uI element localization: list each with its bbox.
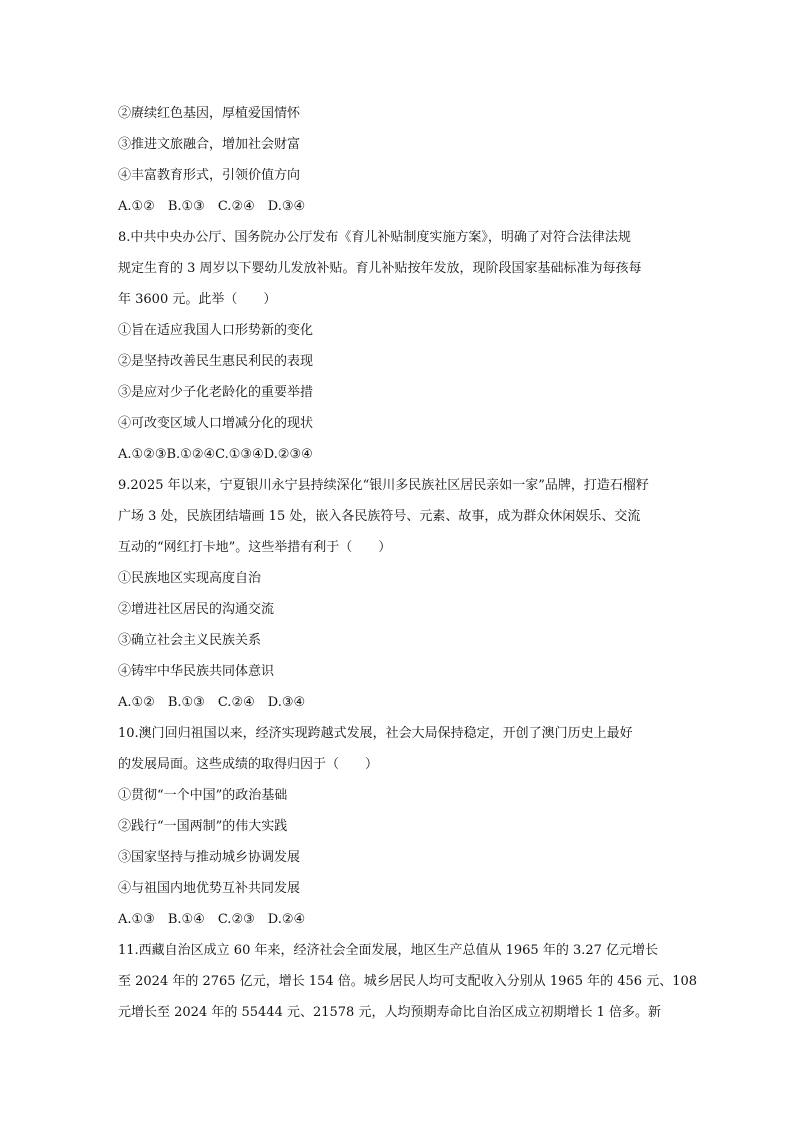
question-stem: 年 3600 元。此举（ ） [118,292,277,307]
answer-choices: A.①② B.①③ C.②④ D.③④ [118,695,306,710]
question-7-continuation [118,98,678,222]
question-11 [118,935,698,1028]
option-item: ①贯彻“一个中国”的政治基础 [118,788,288,803]
question-stem: 互动的“网红打卡地”。这些举措有利于（ ） [118,540,392,555]
question-stem: 9.2025 年以来，宁夏银川永宁县持续深化“银川多民族社区居民亲如一家”品牌，打造石榴籽 [118,478,649,493]
option-item: ③推进文旅融合，增加社会财富 [118,137,301,152]
option-item: ②赓续红色基因，厚植爱国情怀 [118,106,301,121]
option-item: ④与祖国内地优势互补共同发展 [118,881,301,896]
question-stem: 的发展局面。这些成绩的取得归因于（ ） [118,757,379,772]
question-stem: 规定生育的 3 周岁以下婴幼儿发放补贴。育儿补贴按年发放，现阶段国家基础标准为每孩每 [118,261,642,276]
option-item: ②是坚持改善民生惠民利民的表现 [118,354,314,369]
option-item: ③国家坚持与推动城乡协调发展 [118,850,301,865]
option-item: ③确立社会主义民族关系 [118,633,262,648]
option-item: ④铸牢中华民族共同体意识 [118,664,275,679]
answer-choices: A.①③ B.①④ C.②③ D.②④ [118,912,306,927]
question-stem: 10.澳门回归祖国以来，经济实现跨越式发展，社会大局保持稳定，开创了澳门历史上最好 [118,726,633,741]
question-stem: 至 2024 年的 2765 亿元，增长 154 倍。城乡居民人均可支配收入分别从 1965 年的 456 元、108 [118,974,698,989]
option-item: ③是应对少子化老龄化的重要举措 [118,385,314,400]
option-item: ②践行“一国两制”的伟大实践 [118,819,288,834]
answer-choices: A.①② B.①③ C.②④ D.③④ [118,199,306,214]
option-item: ④丰富教育形式，引领价值方向 [118,168,301,183]
option-item: ①旨在适应我国人口形势新的变化 [118,323,314,338]
question-stem: 11.西藏自治区成立 60 年来，经济社会全面发展，地区生产总值从 1965 年的 3.27 亿元增长 [118,943,659,958]
question-stem: 8.中共中央办公厅、国务院办公厅发布《育儿补贴制度实施方案》，明确了对符合法律法规 [118,230,631,245]
question-10 [118,718,678,935]
option-item: ④可改变区域人口增减分化的现状 [118,416,314,431]
question-9 [118,470,678,718]
answer-choices: A.①②③B.①②④C.①③④D.②③④ [118,447,313,462]
question-stem: 元增长至 2024 年的 55444 元、21578 元，人均预期寿命比自治区成立初期增长 1 倍多。新 [118,1005,661,1020]
question-stem: 广场 3 处，民族团结墙画 15 处，嵌入各民族符号、元素、故事，成为群众休闲娱乐、交流 [118,509,641,524]
option-item: ②增进社区居民的沟通交流 [118,602,275,617]
option-item: ①民族地区实现高度自治 [118,571,262,586]
document-page [118,98,698,1028]
question-8 [118,222,678,470]
